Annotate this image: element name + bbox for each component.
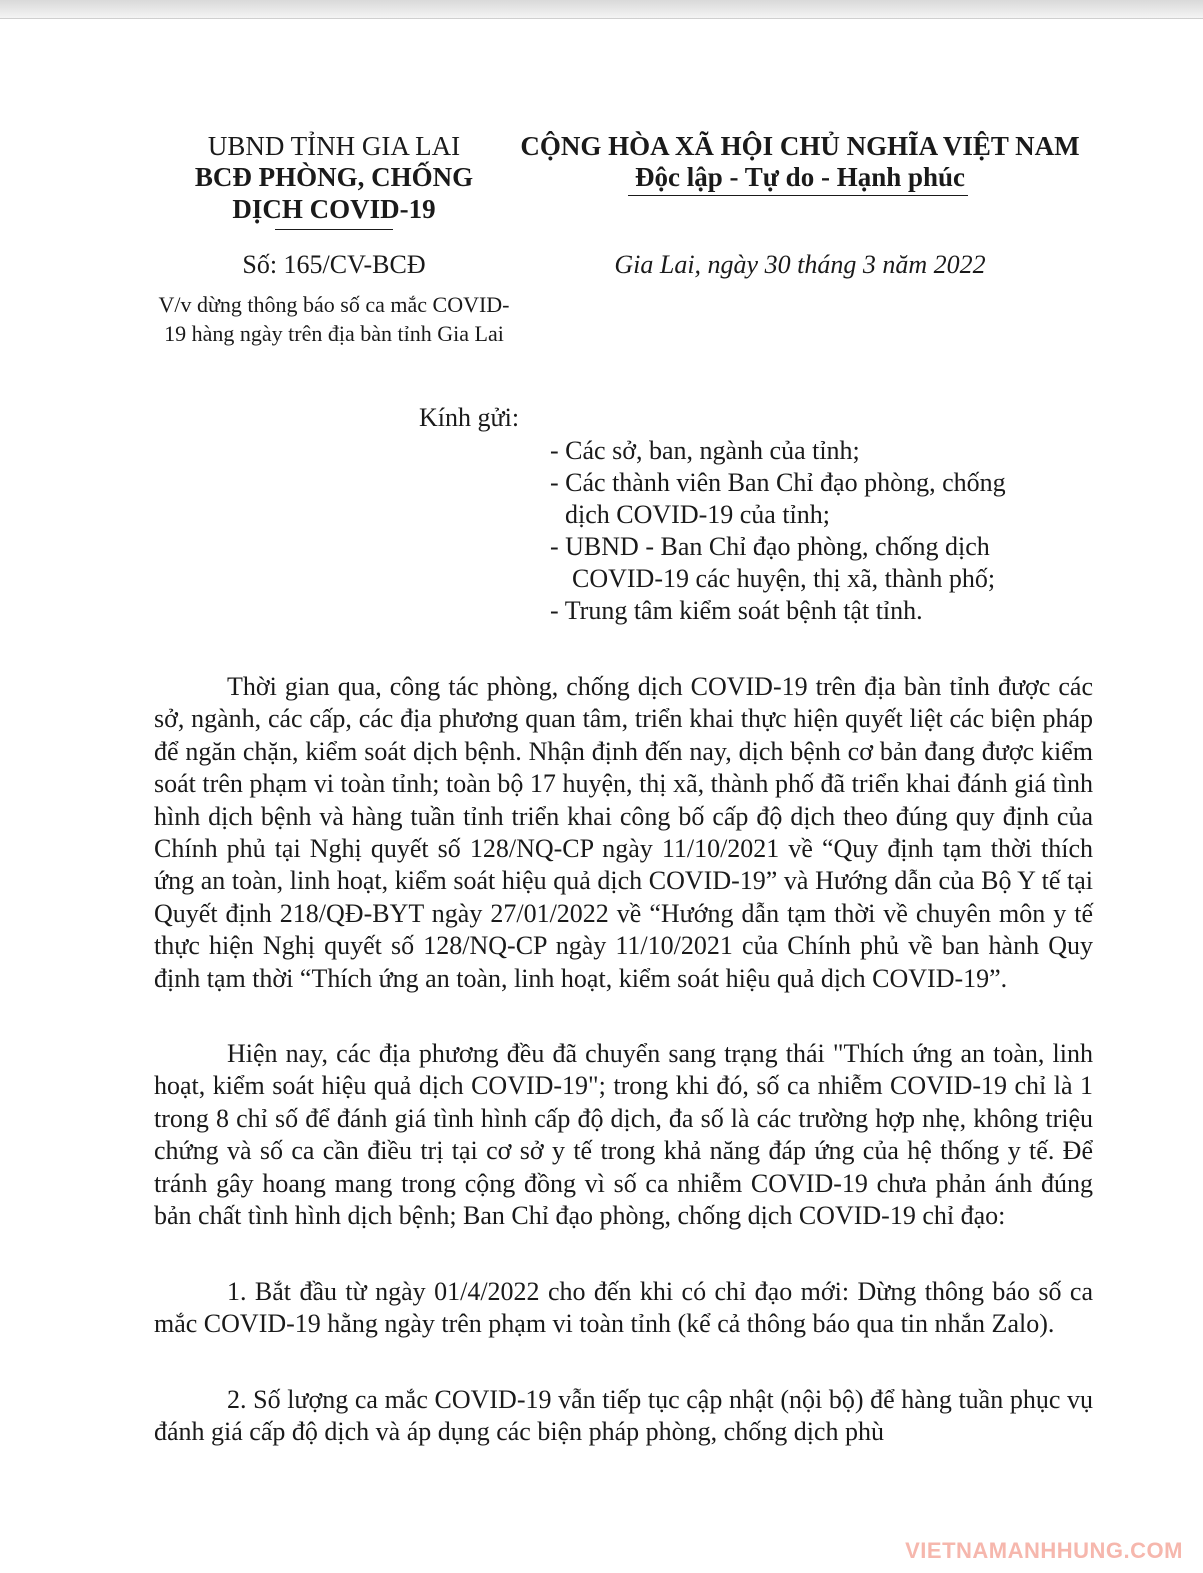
motto-underline — [628, 195, 968, 196]
national-motto: Độc lập - Tự do - Hạnh phúc — [634, 162, 966, 192]
issuing-authority: UBND TỈNH GIA LAI — [207, 131, 461, 161]
issuing-committee: BCĐ PHÒNG, CHỐNG — [194, 162, 474, 192]
recipient-item: - Trung tâm kiểm soát bệnh tật tỉnh. — [550, 596, 923, 625]
national-title: CỘNG HÒA XÃ HỘI CHỦ NGHĨA VIỆT NAM — [520, 131, 1080, 161]
document-subject: V/v dừng thông báo số ca mắc COVID-19 hàng ngày trên địa bàn tỉnh Gia Lai — [158, 292, 510, 346]
document-number: Số: 165/CV-BCĐ — [242, 250, 426, 279]
paragraph-text: Hiện nay, các địa phương đều đã chuyển sang trạng thái "Thích ứng an toàn, linh hoạt, kiểm soát hiệu quả dịch COVID-19"; trong khi đó, số ca nhiễm COVID-19 chỉ là 1 trong 8 chỉ số để đánh giá tình hình cấp độ dịch, đa số là các trường hợp nhẹ, không triệu chứng và số ca cần điều trị tại cơ sở y tế trong khả năng đáp ứng của hệ thống y tế. Để tránh gây hoang mang trong cộng đồng vì số ca nhiễm COVID-19 chưa phản ánh đúng bản chất tình hình dịch bệnh; Ban Chỉ đạo phòng, chống dịch COVID-19 chỉ đạo: — [154, 1039, 1093, 1231]
recipient-item-continued: dịch COVID-19 của tỉnh; — [565, 500, 831, 529]
body-paragraph-1 — [154, 671, 1093, 995]
greeting: Kính gửi: — [419, 403, 520, 432]
directive-item-1 — [154, 1276, 1093, 1341]
recipient-item: - Các thành viên Ban Chỉ đạo phòng, chống — [550, 468, 1006, 497]
left-header-underline — [275, 229, 393, 230]
directive-item-2 — [154, 1384, 1093, 1454]
body-paragraph-2 — [154, 1038, 1093, 1232]
watermark: VIETNAMANHHUNG.COM — [905, 1538, 1183, 1563]
place-and-date: Gia Lai, ngày 30 tháng 3 năm 2022 — [614, 250, 986, 279]
issuing-committee-line2: DỊCH COVID-19 — [232, 194, 436, 224]
recipient-item: - UBND - Ban Chỉ đạo phòng, chống dịch — [550, 532, 990, 561]
paragraph-text: 1. Bắt đầu từ ngày 01/4/2022 cho đến khi có chỉ đạo mới: Dừng thông báo số ca mắc COVID-19 hằng ngày trên phạm vi toàn tỉnh (kể cả thông báo qua tin nhắn Zalo). — [154, 1277, 1093, 1339]
viewer-top-bar — [0, 0, 1203, 19]
paragraph-text: 2. Số lượng ca mắc COVID-19 vẫn tiếp tục cập nhật (nội bộ) để hàng tuần phục vụ đánh giá cấp độ dịch và áp dụng các biện pháp phòng, chống dịch phù — [154, 1385, 1093, 1447]
recipient-item: - Các sở, ban, ngành của tỉnh; — [550, 436, 860, 465]
recipient-item-continued: COVID-19 các huyện, thị xã, thành phố; — [572, 564, 996, 593]
paragraph-text: Thời gian qua, công tác phòng, chống dịch COVID-19 trên địa bàn tỉnh được các sở, ngành, các cấp, các địa phương quan tâm, triển khai thực hiện quyết liệt các biện pháp để ngăn chặn, kiểm soát dịch bệnh. Nhận định đến nay, dịch bệnh cơ bản đang được kiểm soát trên phạm vi toàn tỉnh; toàn bộ 17 huyện, thị xã, thành phố đã triển khai đánh giá tình hình dịch bệnh và hàng tuần tỉnh triển khai công bố cấp độ dịch theo đúng quy định của Chính phủ tại Nghị quyết số 128/NQ-CP ngày 11/10/2021 về “Quy định tạm thời thích ứng an toàn, linh hoạt, kiểm soát hiệu quả dịch COVID-19” và Hướng dẫn của Bộ Y tế tại Quyết định 218/QĐ-BYT ngày 27/01/2022 về “Hướng dẫn tạm thời về chuyên môn y tế thực hiện Nghị quyết số 128/NQ-CP ngày 11/10/2021 của Chính phủ về ban hành Quy định tạm thời “Thích ứng an toàn, linh hoạt, kiểm soát hiệu quả dịch COVID-19”. — [154, 672, 1093, 993]
